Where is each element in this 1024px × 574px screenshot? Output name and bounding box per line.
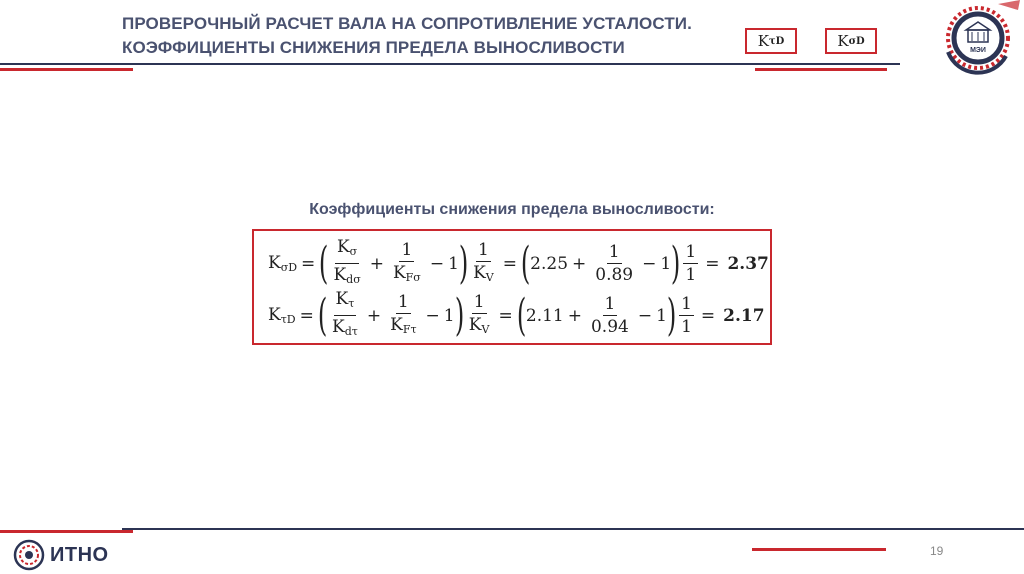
close-paren: ): [671, 237, 681, 289]
minus-sign: −: [425, 305, 440, 326]
page-number: 19: [930, 544, 944, 558]
open-paren: (: [317, 289, 328, 341]
header-rule-red-left: [0, 68, 133, 71]
value-k-tau-ratio: 2.11: [525, 305, 564, 326]
value-k-sigma-ratio: 2.25: [530, 253, 569, 274]
open-paren: (: [319, 237, 329, 289]
close-paren: ): [454, 289, 464, 341]
fraction-one-over-0-89: $\frac{1}{0.89}$: [595, 242, 634, 285]
formula-box: [252, 229, 772, 345]
plus-sign: +: [366, 305, 382, 326]
lhs: $K_{\sigma D}$: [268, 253, 298, 274]
result-k-tau-d: 2.17: [723, 305, 765, 326]
fraction-one-over-one: $\frac{1}{1}$: [685, 242, 697, 285]
fraction-one-over-k-f-tau: $\frac{1}{K_{F\tau}}$: [390, 291, 417, 336]
equals-sign: =: [498, 305, 513, 326]
open-paren: (: [520, 237, 531, 289]
footer-rule-navy: [122, 528, 1024, 530]
tag-k-sigma-d-sub: σD: [848, 35, 865, 47]
equals-sign: =: [700, 305, 716, 326]
fraction-one-over-k-v: $\frac{1}{K_V}$: [468, 291, 490, 336]
mei-logo: [928, 0, 1024, 89]
tag-k-tau-d: [745, 28, 797, 54]
section-subtitle: Коэффициенты снижения предела выносливости:: [309, 201, 715, 218]
minus-one-value: 1: [660, 253, 672, 274]
equals-sign: =: [705, 253, 720, 274]
tag-k-tau-d-sub: τD: [768, 35, 785, 47]
slide-title: [122, 12, 722, 60]
itno-logo: [12, 538, 109, 572]
footer-rule-red-right: [752, 548, 886, 551]
equals-sign: =: [299, 305, 314, 326]
mei-logo-text: МЭИ: [970, 47, 986, 54]
result-k-sigma-d: 2.37: [727, 253, 769, 274]
tag-k-sigma-d: [825, 28, 877, 54]
fraction-one-over-k-f-sigma: $\frac{1}{K_{F\sigma}}$: [392, 239, 421, 284]
header-rule-navy: [0, 63, 900, 65]
header-rule-red-right: [755, 68, 887, 71]
formula-k-sigma-d: [268, 237, 769, 290]
equals-sign: =: [301, 253, 316, 274]
minus-sign: −: [637, 305, 653, 326]
minus-sign: −: [429, 253, 445, 274]
fraction-one-over-one: $\frac{1}{1}$: [681, 294, 692, 337]
itno-logo-text: ИТНО: [50, 543, 109, 566]
plus-sign: +: [567, 305, 582, 326]
plus-sign: +: [572, 253, 587, 274]
fraction-one-over-k-v: $\frac{1}{K_V}$: [473, 239, 494, 284]
minus-sign: −: [642, 253, 657, 274]
footer-rule-red-left: [0, 530, 133, 533]
fraction-one-over-0-94: $\frac{1}{0.94}$: [590, 294, 629, 337]
fraction-k-sigma-over-k-d-sigma: $\frac{K_\sigma}{K_{d\sigma}}$: [333, 237, 361, 286]
tag-k-tau-d-base: K: [757, 32, 769, 50]
title-line-1: ПРОВЕРОЧНЫЙ РАСЧЕТ ВАЛА НА СОПРОТИВЛЕНИЕ УСТАЛОСТИ.: [122, 14, 692, 33]
minus-one-value: 1: [656, 305, 667, 326]
close-paren: ): [458, 237, 469, 289]
plus-sign: +: [369, 253, 384, 274]
minus-one-value: 1: [443, 305, 455, 326]
fraction-k-tau-over-k-d-tau: $\frac{K_\tau}{K_{d\tau}}$: [332, 289, 358, 338]
formula-k-tau-d: [268, 289, 765, 342]
open-paren: (: [516, 289, 527, 341]
title-line-2: КОЭФФИЦИЕНТЫ СНИЖЕНИЯ ПРЕДЕЛА ВЫНОСЛИВОСТИ: [122, 38, 625, 57]
minus-one-value: 1: [448, 253, 459, 274]
equals-sign: =: [502, 253, 517, 274]
itno-emblem-icon: [12, 538, 46, 572]
tag-k-sigma-d-base: K: [837, 32, 849, 50]
lhs: $K_{\tau D}$: [268, 305, 296, 326]
close-paren: ): [666, 289, 677, 341]
